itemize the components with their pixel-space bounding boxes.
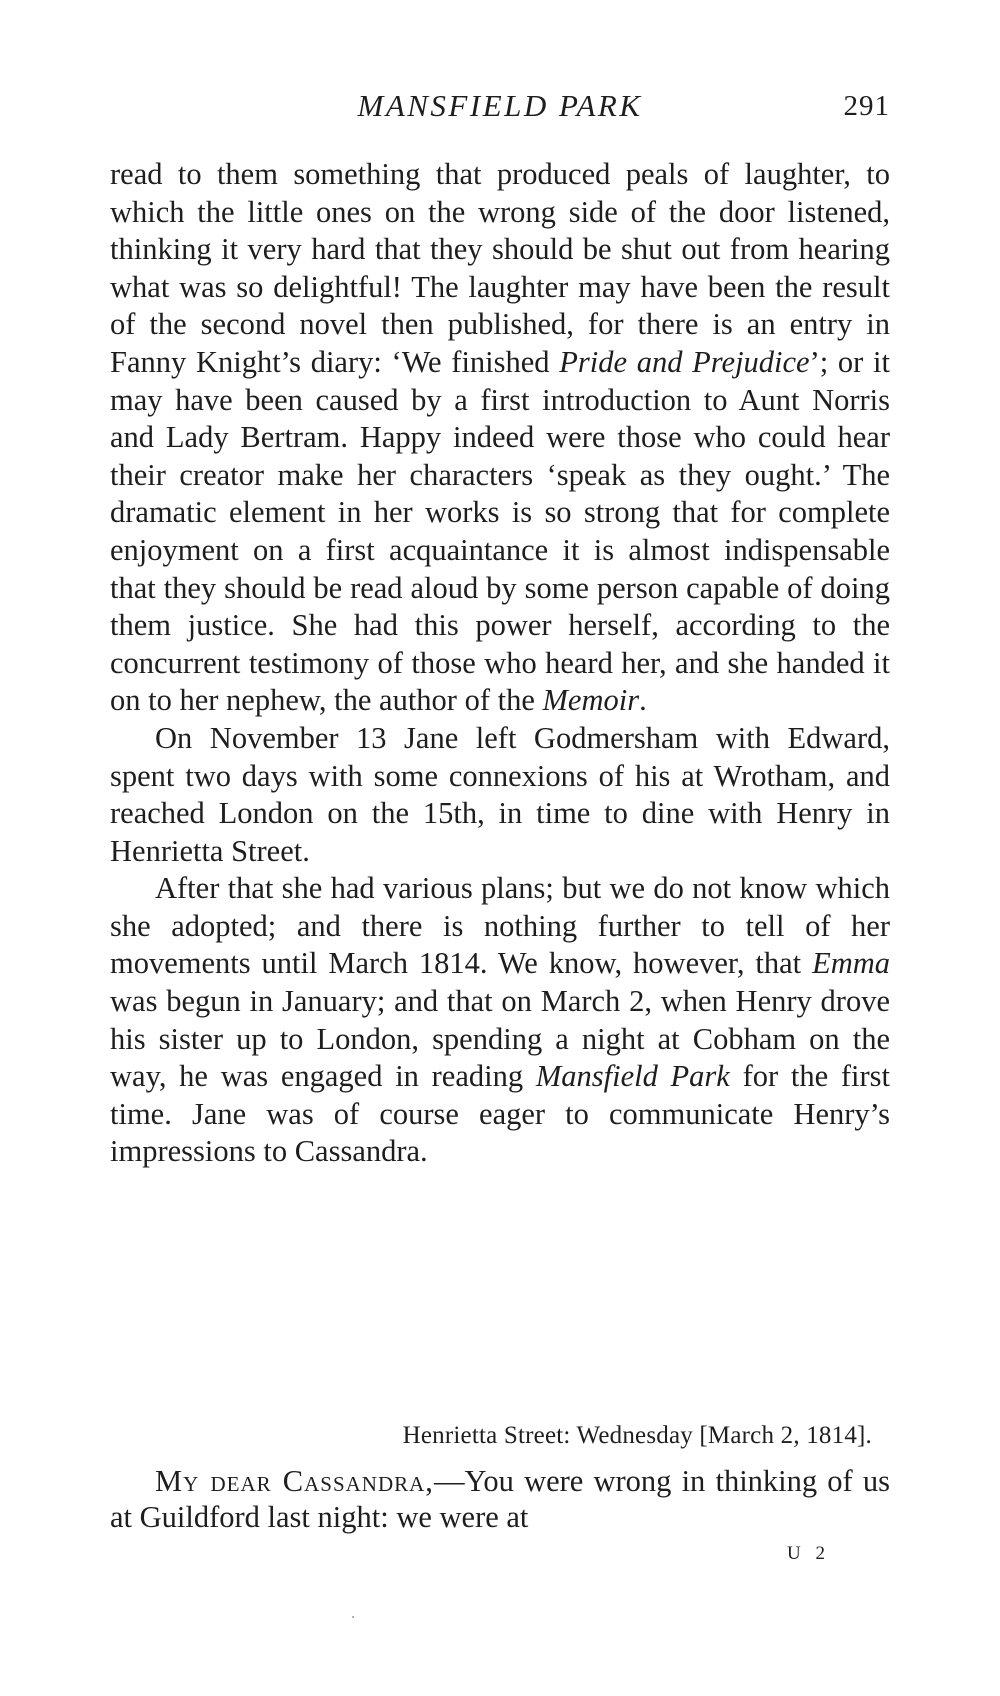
running-head bbox=[110, 88, 890, 132]
paragraph-text: After that she had various plans; but we do not know which she adopted; and there is nothing further to tell of her movements until March 1814. We know, however, that bbox=[110, 871, 890, 981]
book-title: Emma bbox=[812, 946, 890, 981]
page-number: 291 bbox=[843, 90, 890, 122]
signature-mark: U 2 bbox=[787, 1543, 830, 1564]
book-title: Mansfield Park bbox=[535, 1059, 730, 1094]
body-text bbox=[110, 156, 890, 1171]
paragraph-text: was begun in January; and that on March 2, when Henry drove his sister up to London, spending a night at Cobham on the way, he was engaged in reading bbox=[110, 984, 890, 1094]
book-title: Memoir bbox=[542, 683, 640, 718]
paragraph-text: . bbox=[639, 683, 647, 718]
paragraph-text: for the first time. Jane was of course eager to communicate Henry’s impressions to Cassandra. bbox=[110, 1059, 890, 1169]
book-title: Pride and Prejudice bbox=[559, 344, 810, 379]
paragraph bbox=[110, 870, 890, 1171]
paragraph-text: ’; or it may have been caused by a first introduction to Aunt Norris and Lady Bertram. Happy indeed were those who could hear their creator make her characters ‘speak as they ought.’ The dramatic element in her works is so strong that for complete enjoyment on a first acquaintance it is almost indispensable that they should be read aloud by some person capable of doing them justice. She had this power herself, according to the concurrent testimony of those who heard her, and she handed it on to her nephew, the author of the bbox=[110, 344, 890, 718]
letter-salutation: My dear Cassandra, bbox=[155, 1464, 434, 1498]
paragraph bbox=[110, 156, 890, 720]
print-speck bbox=[352, 1616, 354, 1618]
paragraph-text: read to them something that produced peals of laughter, to which the little ones on the wrong side of the door listened, thinking it very hard that they should be shut out from hearing what was so delightful! The laughter may have been the result of the second novel then published, for there is an entry in Fanny Knight’s diary: ‘We finished bbox=[110, 157, 890, 379]
running-title: MANSFIELD PARK bbox=[357, 88, 643, 123]
letter-heading: Henrietta Street: Wednesday [March 2, 1814]. bbox=[402, 1422, 872, 1449]
letter-body bbox=[110, 1463, 890, 1535]
letter-text: —You were wrong in thinking of us at Guildford last night: we were at bbox=[110, 1464, 890, 1534]
paragraph: On November 13 Jane left Godmersham with Edward, spent two days with some connexions of his at Wrotham, and reached London on the 15th, in time to dine with Henry in Henrietta Street. bbox=[110, 720, 890, 868]
